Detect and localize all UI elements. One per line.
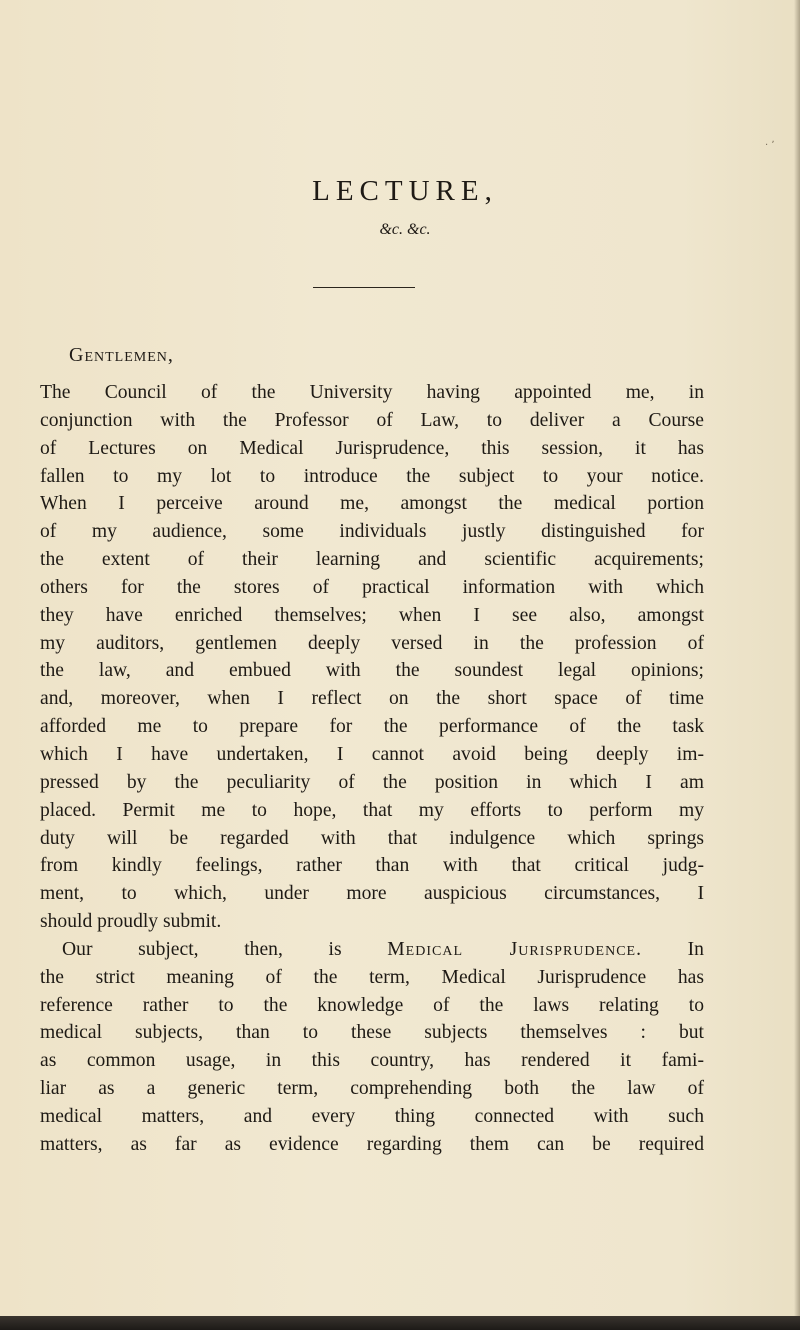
- text-line: the law, and embued with the soundest legal opinions;: [40, 660, 704, 682]
- text-line: my auditors, gentlemen deeply versed in the profession of: [40, 632, 704, 654]
- text-line: which I have undertaken, I cannot avoid being deeply im-: [40, 743, 704, 765]
- page-subtitle: &c. &c.: [379, 221, 431, 238]
- text-line: placed. Permit me to hope, that my efforts to perform my: [40, 799, 704, 821]
- text-line: of my audience, some individuals justly distinguished for: [40, 521, 704, 543]
- text-line: the extent of their learning and scientific acquirements;: [40, 549, 704, 571]
- page-bottom-edge: [0, 1316, 800, 1330]
- text-line: medical subjects, than to these subjects themselves : but: [40, 1022, 704, 1044]
- text-line: of Lectures on Medical Jurisprudence, this session, it has: [40, 437, 704, 459]
- text-line: and, moreover, when I reflect on the short space of time: [40, 688, 704, 710]
- body-text: [40, 379, 704, 1159]
- text-line: afforded me to prepare for the performance of the task: [40, 716, 704, 738]
- salutation: [69, 342, 174, 368]
- text-line: When I perceive around me, amongst the medical portion: [40, 493, 704, 515]
- text-line: others for the stores of practical information with which: [40, 576, 704, 598]
- title-rule: [313, 287, 415, 288]
- paragraph-1: [40, 379, 704, 936]
- salutation-text: Gentlemen,: [69, 344, 174, 366]
- text-line: ment, to which, under more auspicious circumstances, I: [40, 883, 704, 905]
- text-line: duty will be regarded with that indulgence which springs: [40, 827, 704, 849]
- text-line: fallen to my lot to introduce the subject to your notice.: [40, 465, 704, 487]
- text-line: conjunction with the Professor of Law, to deliver a Course: [40, 409, 704, 431]
- text-line: should proudly submit.: [40, 911, 222, 933]
- text-line: from kindly feelings, rather than with that critical judg-: [40, 855, 704, 877]
- text-line: medical matters, and every thing connected with such: [40, 1105, 704, 1127]
- text-line: the strict meaning of the term, Medical Jurisprudence has: [40, 966, 704, 988]
- paragraph-2: [40, 936, 704, 1159]
- text-line-first: [40, 936, 704, 964]
- text-lead: Our subject, then, is: [62, 938, 388, 960]
- text-line: The Council of the University having appointed me, in: [40, 382, 704, 403]
- text-line: pressed by the peculiarity of the position in which I am: [40, 771, 704, 793]
- text-tail: In: [641, 938, 704, 960]
- subject-heading: Medical Jurisprudence.: [387, 938, 642, 960]
- corner-mark: · ʼ: [765, 140, 775, 151]
- text-line: liar as a generic term, comprehending both the law of: [40, 1078, 704, 1100]
- text-line: they have enriched themselves; when I see also, amongst: [40, 604, 704, 626]
- text-line: matters, as far as evidence regarding them can be required: [40, 1133, 704, 1155]
- text-line: as common usage, in this country, has rendered it fami-: [40, 1050, 704, 1072]
- page-title: LECTURE,: [312, 175, 498, 207]
- text-line: reference rather to the knowledge of the laws relating to: [40, 994, 704, 1016]
